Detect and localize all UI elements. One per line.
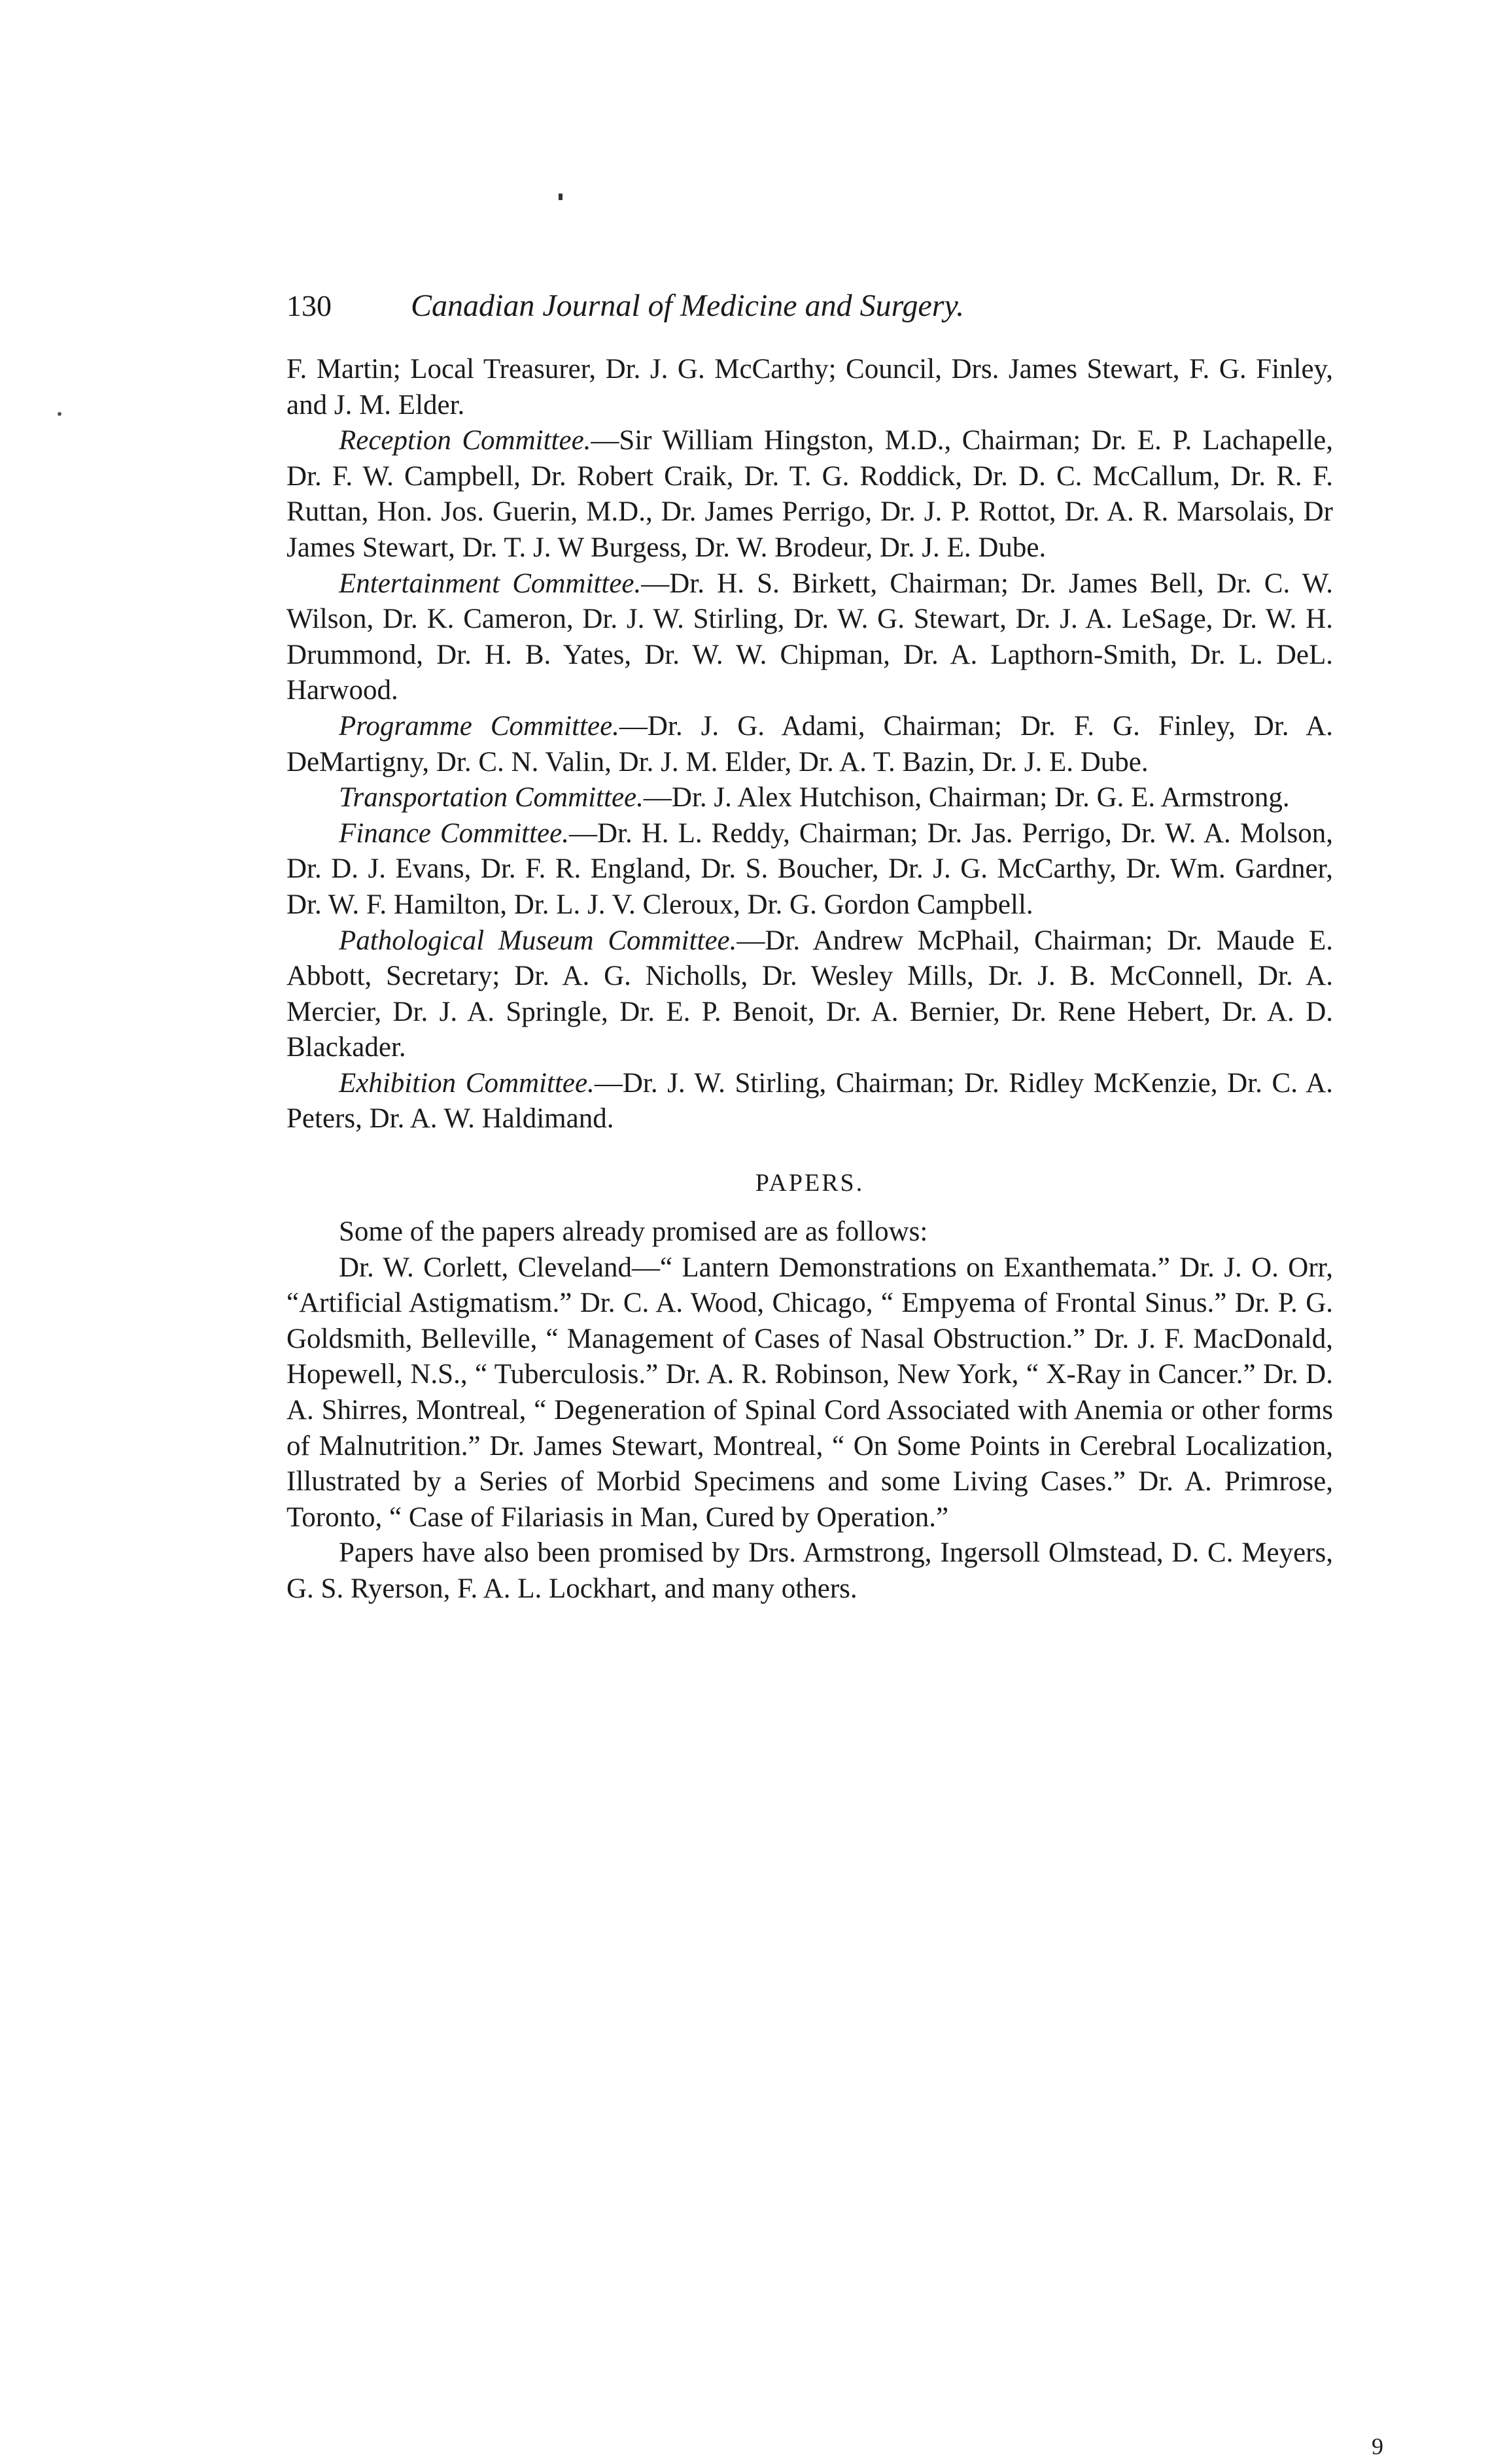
committee-paragraph (286, 923, 1333, 1066)
committee-list (286, 352, 1333, 1137)
committee-name: Programme Committee. (339, 710, 619, 742)
committee-name: Exhibition Committee. (339, 1067, 595, 1099)
committee-members: F. Martin; Local Treasurer, Dr. J. G. McCarthy; Council, Drs. James Stewart, F. G. Finley, and J. M. Elder. (286, 354, 1333, 420)
page-header (286, 288, 1333, 334)
committee-name: Pathological Museum Committee. (339, 925, 737, 956)
journal-page (286, 288, 1333, 1607)
committee-paragraph (286, 352, 1333, 423)
papers-list (286, 1214, 1333, 1607)
running-title: Canadian Journal of Medicine and Surgery. (411, 288, 965, 323)
papers-paragraph: Papers have also been promised by Drs. Armstrong, Ingersoll Olmstead, D. C. Meyers, G. S. Ryerson, F. A. L. Lockhart, and many others. (286, 1537, 1333, 1604)
committee-name: Finance Committee. (339, 817, 569, 849)
committee-name: Transportation Committee. (339, 782, 644, 813)
committee-paragraph (286, 423, 1333, 566)
page-number: 130 (286, 289, 332, 322)
committee-paragraph (286, 780, 1333, 816)
committee-paragraph (286, 816, 1333, 923)
committee-members: —Sir William Hingston, M.D., Chairman; Dr. E. P. Lachapelle, Dr. F. W. Campbell, Dr. Robert Craik, Dr. T. G. Roddick, Dr. D. C. McCallum, Dr. R. F. Ruttan, Hon. Jos. Guerin, M.D., Dr. James Perrigo, Dr. J. P. Rottot, Dr. A. R. Marsolais, Dr James Stewart, Dr. T. J. W Burgess, Dr. W. Brodeur, Dr. J. E. Dube. (286, 425, 1333, 563)
committee-paragraph (286, 709, 1333, 780)
committee-paragraph (286, 1066, 1333, 1137)
committee-members: —Dr. J. W. Stirling, Chairman; Dr. Ridley McKenzie, Dr. C. A. Peters, Dr. A. W. Haldimand. (286, 1067, 1333, 1135)
committee-members: —Dr. Andrew McPhail, Chairman; Dr. Maude E. Abbott, Secretary; Dr. A. G. Nicholls, Dr. Wesley Mills, Dr. J. B. McConnell, Dr. A. Mercier, Dr. J. A. Springle, Dr. E. P. Benoit, Dr. A. Bernier, Dr. Rene Hebert, Dr. A. D. Blackader. (286, 925, 1333, 1063)
committee-members: —Dr. J. Alex Hutchison, Chairman; Dr. G. E. Armstrong. (643, 782, 1290, 813)
committee-members: —Dr. H. S. Birkett, Chairman; Dr. James Bell, Dr. C. W. Wilson, Dr. K. Cameron, Dr. J. W. Stirling, Dr. W. G. Stewart, Dr. J. A. LeSage, Dr. W. H. Drummond, Dr. H. B. Yates, Dr. W. W. Chipman, Dr. A. Lapthorn-Smith, Dr. L. DeL. Harwood. (286, 568, 1333, 706)
committee-name: Entertainment Committee. (339, 568, 642, 599)
papers-paragraph: Dr. W. Corlett, Cleveland—“ Lantern Demonstrations on Exanthemata.” Dr. J. O. Orr, “Artificial Astigmatism.” Dr. C. A. Wood, Chicago, “ Empyema of Frontal Sinus.” Dr. P. G. Goldsmith, Belleville, “ Management of Cases of Nasal Obstruction.” Dr. J. F. MacDonald, Hopewell, N.S., “ Tuberculosis.” Dr. A. R. Robinson, New York, “ X-Ray in Cancer.” Dr. D. A. Shirres, Montreal, “ Degeneration of Spinal Cord Associated with Anemia or other forms of Malnutrition.” Dr. James Stewart, Montreal, “ On Some Points in Cerebral Localization, Illustrated by a Series of Morbid Specimens and some Living Cases.” Dr. A. Primrose, Toronto, “ Case of Filariasis in Man, Cured by Operation.” (286, 1252, 1333, 1533)
papers-heading: PAPERS. (755, 1169, 865, 1197)
ink-dot (559, 194, 563, 200)
committee-paragraph (286, 566, 1333, 709)
committee-members: —Dr. H. L. Reddy, Chairman; Dr. Jas. Perrigo, Dr. W. A. Molson, Dr. D. J. Evans, Dr. F. R. England, Dr. S. Boucher, Dr. J. G. McCarthy, Dr. Wm. Gardner, Dr. W. F. Hamilton, Dr. L. J. V. Cleroux, Dr. G. Gordon Campbell. (286, 817, 1333, 920)
committee-name: Reception Committee. (339, 425, 591, 456)
papers-paragraph: Some of the papers already promised are as follows: (339, 1216, 928, 1248)
margin-speck (58, 412, 61, 416)
signature-mark: 9 (1372, 2433, 1383, 2459)
committee-members: —Dr. J. G. Adami, Chairman; Dr. F. G. Finley, Dr. A. DeMartigny, Dr. C. N. Valin, Dr. J. M. Elder, Dr. A. T. Bazin, Dr. J. E. Dube. (286, 710, 1333, 778)
